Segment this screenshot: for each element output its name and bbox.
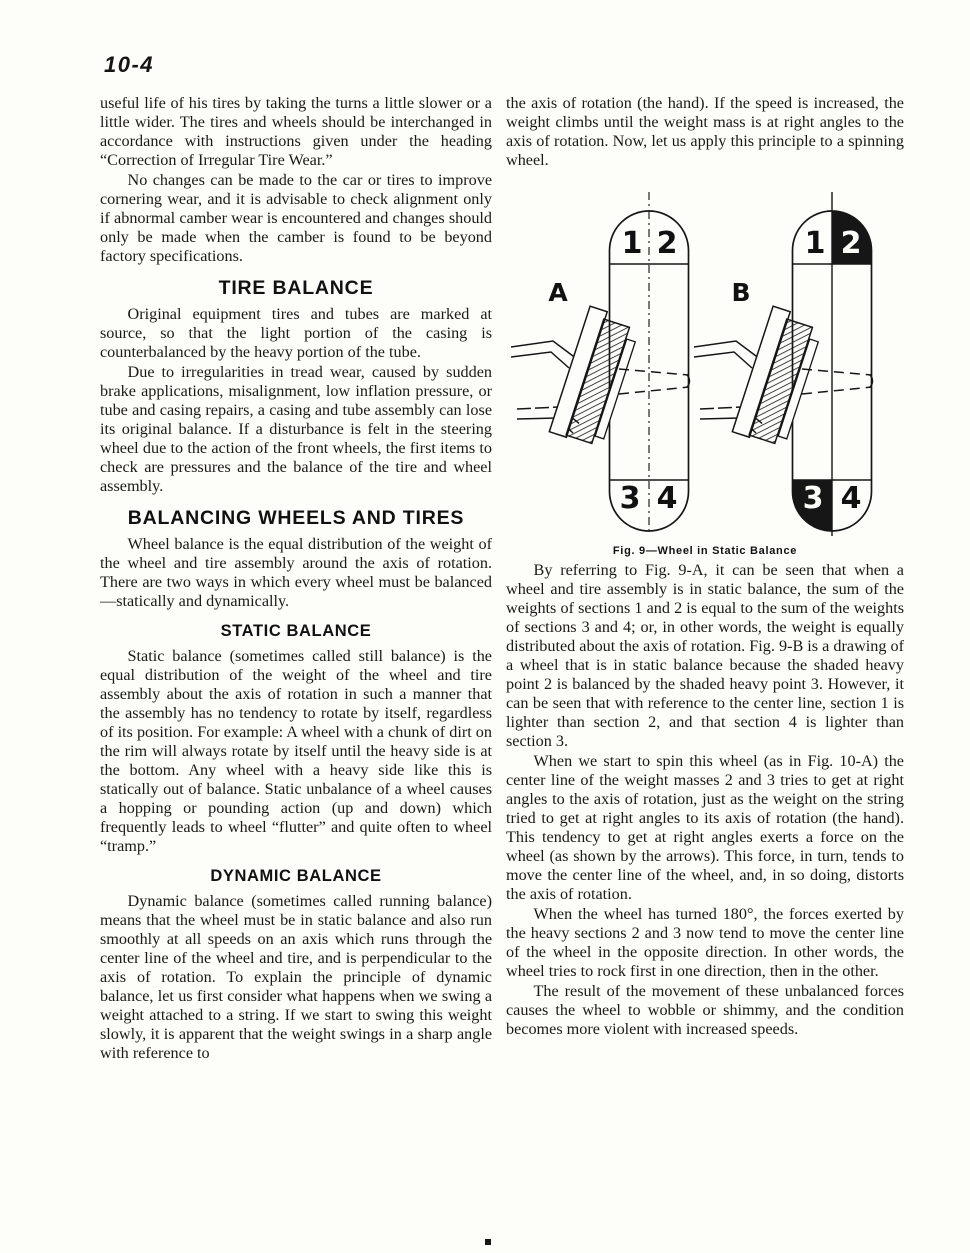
wheel-a-letter: A xyxy=(548,278,568,307)
wheel-a-section-1-label: 1 xyxy=(621,226,643,261)
body-paragraph: Static balance (sometimes called still balance) is the equal distribution of the weight of the wheel and tire assembly about the axis of rotation in such a manner that the assembly has no tendency to rotate by itself, regardless of its position. For example: A wheel with a chunk of dirt on the rim will always rotate by itself until the heavy side is at the bottom. Any wheel with a heavy side like this is statically out of balance. Static unbalance of a wheel causes a hopping or pounding action (up and down) which frequently leads to wheel “flutter” and quite often to wheel “tramp.” xyxy=(100,647,492,855)
section-heading-balancing-wheels: BALANCING WHEELS AND TIRES xyxy=(127,507,465,529)
right-column xyxy=(506,94,904,1039)
body-paragraph: Wheel balance is the equal distribution of the weight of the wheel and tire assembly around the axis of rotation. There are two ways in which every wheel must be balanced—statically and dynamically. xyxy=(100,535,492,610)
wheel-b-section-1-label: 1 xyxy=(804,226,826,261)
body-paragraph: useful life of his tires by taking the turns a little slower or a little wider. The tires and wheels should be interchanged in accordance with instructions given under the heading “Correction of Irregular Tire Wear.” xyxy=(100,94,492,169)
body-paragraph: Dynamic balance (sometimes called running balance) means that the wheel must be in static balance and also run smoothly at all speeds on an axis which runs through the center line of the wheel and tire, and is perpendicular to the axis of rotation. To explain the principle of dynamic balance, let us first consider what happens when we swing a weight attached to a string. If we start to swing this weight slowly, it is apparent that the weight swings in a sharp angle with reference to xyxy=(100,892,492,1062)
wheel-a-section-4-label: 4 xyxy=(656,481,678,516)
body-paragraph: The result of the movement of these unbalanced forces causes the wheel to wobble or shimmy, and the condition becomes more violent with increased speeds. xyxy=(506,982,904,1038)
body-paragraph: the axis of rotation (the hand). If the speed is increased, the weight climbs until the weight mass is at right angles to the axis of rotation. Now, let us apply this principle to a spinning wheel. xyxy=(506,94,904,169)
page-bottom-mark xyxy=(485,1239,491,1245)
wheel-a xyxy=(511,192,689,534)
page-number: 10-4 xyxy=(104,52,155,77)
wheel-b-letter: B xyxy=(731,278,751,307)
wheel-b-section-4-label: 4 xyxy=(840,481,862,516)
wheel-a-section-2-label: 2 xyxy=(656,226,678,261)
wheel-b xyxy=(694,192,872,536)
body-paragraph: When we start to spin this wheel (as in Fig. 10-A) the center line of the weight masses 2 and 3 tries to get at right angles to the axis of rotation, just as the weight on the string tried to get at right angles to its axis of rotation (the hand). This tendency to get at right angles exerts a force on the wheel (as shown by the arrows). This force, in turn, tends to move the center line of the wheel, and, in so doing, distorts the axis of rotation. xyxy=(506,752,904,903)
left-column xyxy=(100,94,492,1063)
subsection-heading-static-balance: STATIC BALANCE xyxy=(220,622,372,640)
subsection-heading-dynamic-balance: DYNAMIC BALANCE xyxy=(210,867,382,885)
wheel-static-balance-diagram xyxy=(506,189,906,537)
wheel-b-section-3-label: 3 xyxy=(802,481,824,516)
wheel-b-section-2-label: 2 xyxy=(840,226,862,261)
body-paragraph: No changes can be made to the car or tires to improve cornering wear, and it is advisable to check alignment only if abnormal camber wear is encountered and changes should only be made when the camber is found to be beyond factory specifications. xyxy=(100,171,492,265)
figure-9 xyxy=(506,189,904,561)
section-heading-tire-balance: TIRE BALANCE xyxy=(218,277,374,299)
body-paragraph: When the wheel has turned 180°, the forces exerted by the heavy sections 2 and 3 now tend to move the center line of the wheel in the opposite direction. In other words, the wheel tries to rock first in one direction, then in the other. xyxy=(506,905,904,980)
body-paragraph: Original equipment tires and tubes are marked at source, so that the light portion of the casing is counterbalanced by the heavy portion of the tube. xyxy=(100,305,492,361)
body-paragraph: By referring to Fig. 9-A, it can be seen that when a wheel and tire assembly is in static balance, the sum of the weights of sections 1 and 2 is equal to the sum of the weights of sections 3 and 4; or, in other words, the weight is equally distributed about the axis of rotation. Fig. 9-B is a drawing of a wheel that is in static balance because the shaded heavy point 2 is balanced by the shaded heavy point 3. However, it can be seen that with reference to the center line, section 1 is lighter than section 2, and that section 4 is lighter than section 3. xyxy=(506,561,904,750)
wheel-a-section-3-label: 3 xyxy=(619,481,641,516)
figure-caption: Fig. 9—Wheel in Static Balance xyxy=(612,545,798,557)
body-paragraph: Due to irregularities in tread wear, caused by sudden brake applications, misalignment, low inflation pressure, or tube and casing repairs, a casing and tube assembly can lose its original balance. If a disturbance is felt in the steering wheel due to the action of the front wheels, the first items to check are pressures and the balance of the tire and wheel assembly. xyxy=(100,363,492,495)
